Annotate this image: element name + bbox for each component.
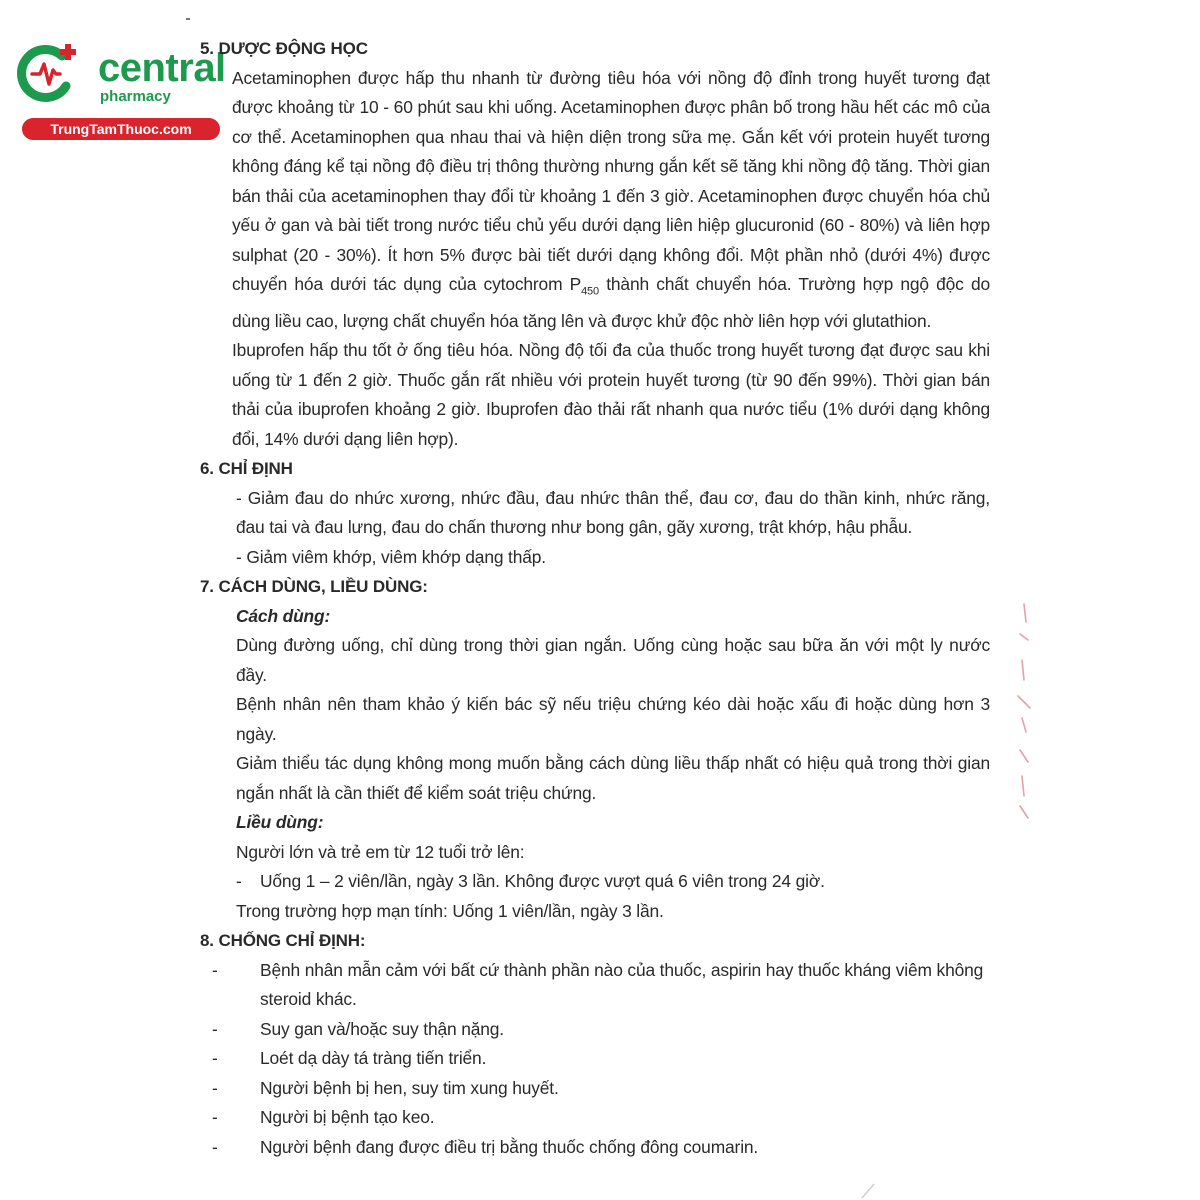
pharmacy-logo — [10, 38, 226, 138]
dosage-bullet-text: Uống 1 – 2 viên/lần, ngày 3 lần. Không được vượt quá 6 viên trong 24 giờ. — [260, 871, 825, 892]
logo-url-badge: TrungTamThuoc.com — [22, 118, 220, 140]
cytochrome-subscript: 450 — [581, 285, 599, 298]
acetaminophen-text-b: thành chất chuyển hóa. Trường hợp ngộ độc do dùng liều cao, lượng chất chuyển hóa tăng lên và được khử độc nhờ liên hợp với glutathion. — [232, 274, 990, 331]
bullet-dash: - — [212, 1136, 218, 1157]
section-8-title: 8. CHỐNG CHỈ ĐỊNH: — [200, 931, 366, 951]
section-7-title: 7. CÁCH DÙNG, LIỀU DÙNG: — [200, 577, 428, 597]
contraindication-item — [200, 1133, 990, 1163]
contraindication-text: Người bệnh đang được điều trị bằng thuốc chống đông coumarin. — [260, 1136, 759, 1157]
section-6-title: 6. CHỈ ĐỊNH — [200, 459, 293, 479]
document-body — [200, 34, 990, 1162]
indication-item: - Giảm viêm khớp, viêm khớp dạng thấp. — [236, 546, 546, 567]
bullet-dash: - — [212, 1077, 218, 1098]
contraindication-text: Người bệnh bị hen, suy tim xung huyết. — [260, 1077, 559, 1098]
central-pharmacy-logo-icon — [10, 38, 82, 110]
acetaminophen-text-a: Acetaminophen được hấp thu nhanh từ đường tiêu hóa với nồng độ đỉnh trong huyết tương đạt được khoảng từ 10 - 60 phút sau khi uống. Acetaminophen được phân bố trong hầu hết các mô của cơ thể. Acetaminophen qua nhau thai và hiện diện trong sữa mẹ. Gắn kết với protein huyết tương không đáng kể tại nồng độ điều trị thông thường nhưng gắn kết sẽ tăng khi nồng độ tăng. Thời gian bán thải của acetaminophen thay đổi từ khoảng 1 đến 3 giờ. Acetaminophen được chuyển hóa chủ yếu ở gan và bài tiết trong nước tiểu chủ yếu dưới dạng liên hiệp glucuronid (60 - 80%) và liên hợp sulphat (20 - 30%). Ít hơn 5% được bài tiết dưới dạng không đổi. Một phần nhỏ (dưới 4%) được chuyển hóa dưới tác dụng của cytochrom P — [232, 67, 990, 294]
dosage-paragraph: Người lớn và trẻ em từ 12 tuổi trở lên: — [236, 841, 525, 862]
bullet-dash: - — [212, 1107, 218, 1128]
section-5-title: 5. DƯỢC ĐỘNG HỌC — [200, 39, 368, 58]
section-5-paragraph-acetaminophen — [200, 64, 990, 337]
margin-stamp-marks — [1010, 600, 1040, 830]
contraindication-item — [200, 1044, 990, 1074]
usage-paragraph: Giảm thiểu tác dụng không mong muốn bằng cách dùng liều thấp nhất có hiệu quả trong thời gian ngắn nhất là cần thiết để kiểm soát triệu chứng. — [236, 753, 990, 803]
usage-subheading: Cách dùng: — [236, 605, 331, 626]
scan-edge-mark — [860, 1180, 880, 1200]
logo-name: central — [98, 46, 226, 90]
contraindication-text: Suy gan và/hoặc suy thận nặng. — [260, 1018, 504, 1039]
contraindication-text: Bệnh nhân mẫn cảm với bất cứ thành phần nào của thuốc, aspirin hay thuốc kháng viêm không steroid khác. — [260, 959, 984, 1010]
bullet-dash: - — [212, 959, 218, 980]
usage-paragraph: Bệnh nhân nên tham khảo ý kiến bác sỹ nếu triệu chứng kéo dài hoặc xấu đi hoặc dùng hơn 3 ngày. — [236, 694, 990, 744]
bullet-dash: - — [212, 1018, 218, 1039]
bullet-dash: - — [236, 871, 242, 892]
contraindication-item — [200, 1015, 990, 1045]
logo-subtitle: pharmacy — [100, 88, 171, 105]
indication-item: - Giảm đau do nhức xương, nhức đầu, đau nhức thân thể, đau cơ, đau do thần kinh, nhức răng, đau tai và đau lưng, đau do chấn thương như bong gân, gãy xương, trật khớp, hậu phẫu. — [236, 487, 990, 538]
contraindication-item — [200, 1074, 990, 1104]
contraindication-text: Người bị bệnh tạo keo. — [260, 1107, 435, 1128]
contraindication-text: Loét dạ dày tá tràng tiến triển. — [260, 1048, 487, 1069]
bullet-dash: - — [212, 1048, 218, 1069]
dosage-paragraph: Trong trường hợp mạn tính: Uống 1 viên/lần, ngày 3 lần. — [236, 900, 664, 921]
section-5-paragraph-ibuprofen: Ibuprofen hấp thu tốt ở ống tiêu hóa. Nồng độ tối đa của thuốc trong huyết tương đạt được sau khi uống từ 1 đến 2 giờ. Thuốc gắn rất nhiều với protein huyết tương (từ 90 đến 99%). Thời gian bán thải của ibuprofen khoảng 2 giờ. Ibuprofen đào thải rất nhanh qua nước tiểu (1% dưới dạng không đổi, 14% dưới dạng liên hợp). — [232, 340, 990, 449]
scan-speck — [186, 18, 190, 20]
contraindication-item — [200, 1103, 990, 1133]
dosage-subheading: Liều dùng: — [236, 812, 324, 833]
contraindication-item — [200, 956, 990, 1015]
dosage-bullet — [200, 867, 990, 897]
usage-paragraph: Dùng đường uống, chỉ dùng trong thời gian ngắn. Uống cùng hoặc sau bữa ăn với một ly nước đầy. — [236, 635, 990, 685]
